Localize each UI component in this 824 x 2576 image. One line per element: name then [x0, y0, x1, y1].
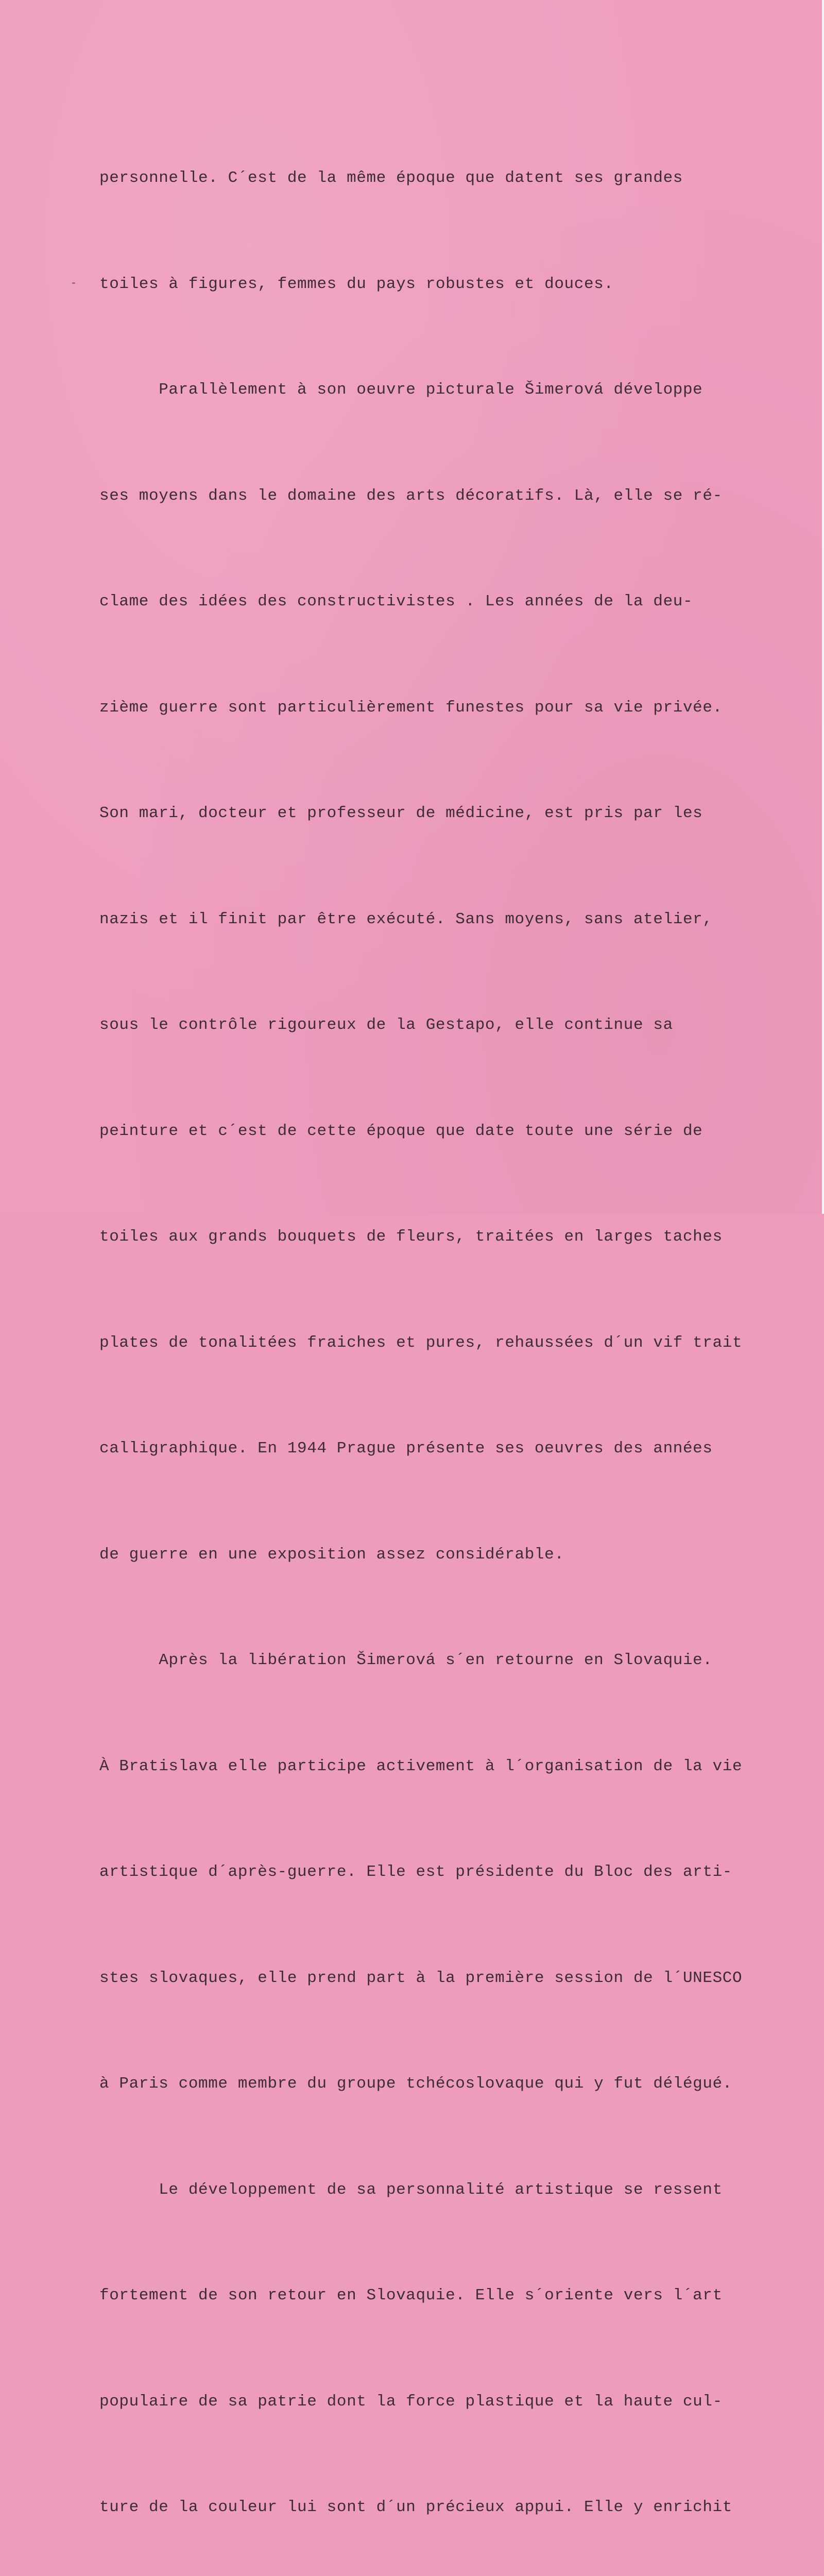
- text-line: personnelle. C´est de la même époque que datent ses grandes: [99, 169, 683, 187]
- text-line: calligraphique. En 1944 Prague présente ses oeuvres des années: [99, 1439, 713, 1458]
- text-line: ture de la couleur lui sont d´un précieux appui. Elle y enrichit: [99, 2498, 732, 2516]
- text-line: à Paris comme membre du groupe tchécoslovaque qui y fut délégué.: [99, 2075, 732, 2093]
- text-line: plates de tonalitées fraiches et pures, rehaussées d´un vif trait: [99, 1333, 743, 1352]
- text-line: Après la libération Šimerová s´en retourne en Slovaquie.: [99, 1651, 713, 1669]
- text-line: stes slovaques, elle prend part à la première session de l´UNESCO: [99, 1969, 743, 1987]
- text-line: toiles aux grands bouquets de fleurs, traitées en larges taches: [99, 1228, 723, 1246]
- typewritten-text: [99, 90, 810, 2576]
- text-line: peinture et c´est de cette époque que date toute une série de: [99, 1122, 703, 1140]
- text-line: nazis et il finit par être exécuté. Sans moyens, sans atelier,: [99, 910, 713, 928]
- text-line: populaire de sa patrie dont la force plastique et la haute cul-: [99, 2392, 723, 2411]
- text-line: artistique d´après-guerre. Elle est présidente du Bloc des arti-: [99, 1863, 732, 1881]
- text-line: de guerre en une exposition assez considérable.: [99, 1545, 564, 1564]
- text-line: zième guerre sont particulièrement funestes pour sa vie privée.: [99, 698, 723, 717]
- text-line: ses moyens dans le domaine des arts décoratifs. Là, elle se ré-: [99, 486, 723, 505]
- paper-edge: [822, 0, 824, 1214]
- text-line: À Bratislava elle participe activement à l´organisation de la vie: [99, 1757, 743, 1775]
- text-line: toiles à figures, femmes du pays robustes et douces.: [99, 275, 614, 293]
- text-line: Parallèlement à son oeuvre picturale Šimerová développe: [99, 381, 703, 399]
- text-line: Le développement de sa personnalité artistique se ressent: [99, 2180, 723, 2199]
- margin-mark: [72, 282, 75, 284]
- text-line: clame des idées des constructivistes . Les années de la deu-: [99, 592, 693, 611]
- text-line: Son mari, docteur et professeur de médicine, est pris par les: [99, 804, 703, 822]
- text-line: fortement de son retour en Slovaquie. Elle s´oriente vers l´art: [99, 2286, 723, 2304]
- text-line: sous le contrôle rigoureux de la Gestapo, elle continue sa: [99, 1016, 673, 1034]
